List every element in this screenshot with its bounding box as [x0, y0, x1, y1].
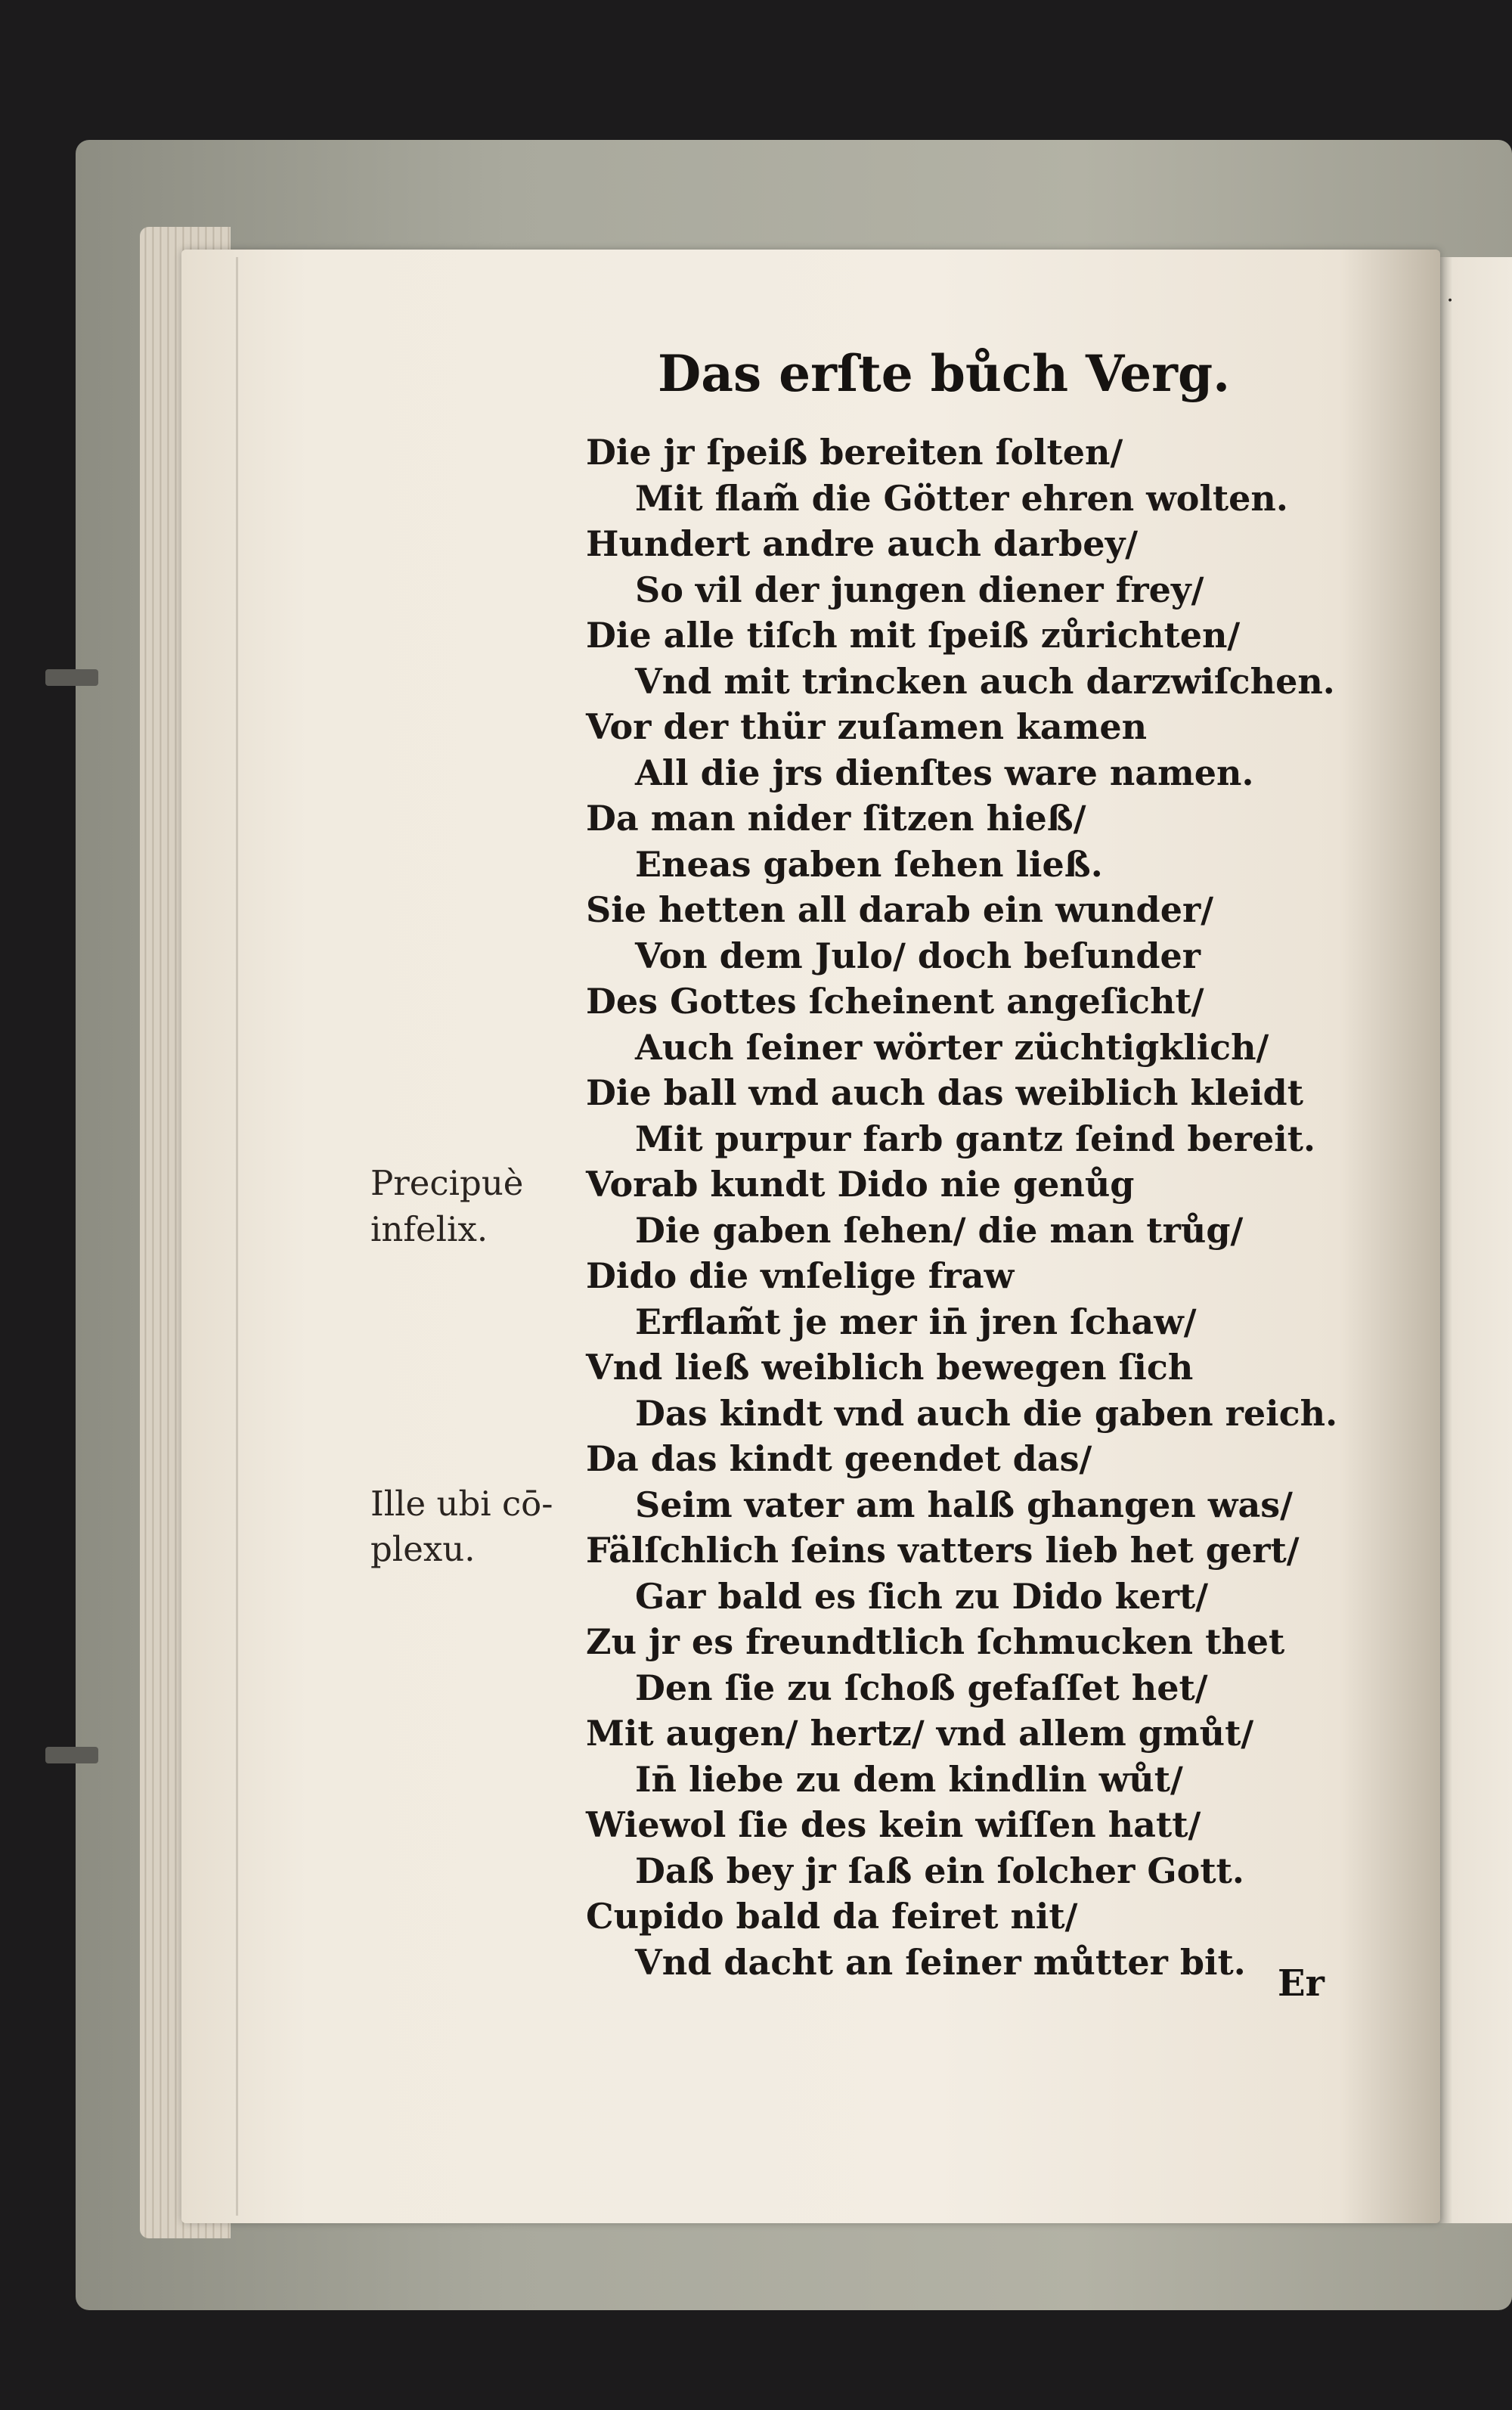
- verse-line: Erflam̃t je mer in̄ jren ſchaw/: [635, 1301, 1197, 1342]
- verse-line: Fälſchlich ſeins vatters lieb het gert/: [586, 1530, 1300, 1571]
- verse-line: Das kindt vnd auch die gaben reich.: [635, 1392, 1338, 1434]
- verse-line: Seim vater am halß ghangen was/: [635, 1484, 1293, 1525]
- verse-line: Mit augen/ hertz/ vnd allem gmůt/: [586, 1713, 1254, 1754]
- verse-line: Daß bey jr ſaß ein ſolcher Gott.: [635, 1850, 1244, 1891]
- verse-line: Cupido bald da feiret nit/: [586, 1896, 1078, 1937]
- marginal-note: Ille ubi cō-: [370, 1483, 553, 1524]
- verse-line: Sie hetten all darab ein wunder/: [586, 889, 1214, 930]
- verse-line: Gar bald es ſich zu Dido kert/: [635, 1575, 1209, 1617]
- running-title: Das erſte bůch Verg.: [658, 344, 1231, 403]
- verse-line: Vorab kundt Dido nie genůg: [586, 1164, 1135, 1205]
- verse-line: Die jr ſpeiß bereiten ſolten/: [586, 432, 1123, 473]
- verse-line: Mit flam̃ die Götter ehren wolten.: [635, 477, 1288, 519]
- verse-line: Des Gottes ſcheinent angeſicht/: [586, 981, 1204, 1022]
- cover-clasp-bottom: [45, 1747, 98, 1763]
- cover-clasp-top: [45, 669, 98, 686]
- verse-line: Mit purpur farb gantz ſeind bereit.: [635, 1118, 1315, 1159]
- verse-line: Eneas gaben ſehen ließ.: [635, 843, 1103, 885]
- verse-line: Vnd mit trincken auch darzwiſchen.: [635, 660, 1335, 702]
- verse-line: Vnd dacht an ſeiner můtter bit.: [635, 1941, 1246, 1983]
- marginal-note: infelix.: [370, 1208, 488, 1249]
- verse-line: Da das kindt geendet das/: [586, 1438, 1092, 1479]
- marginal-note: Precipuè: [370, 1163, 524, 1203]
- verse-line: All die jrs dienſtes ware namen.: [635, 752, 1254, 793]
- facing-page-fragment: ·: [1441, 287, 1459, 315]
- verse-line: Wiewol ſie des kein wiſſen hatt/: [586, 1804, 1201, 1845]
- marginal-note: plexu.: [370, 1529, 476, 1569]
- verse-line: Dido die vnſelige fraw: [586, 1255, 1015, 1296]
- verse-line: Vnd ließ weiblich bewegen ſich: [586, 1347, 1194, 1388]
- verse-line: Die ball vnd auch das weiblich kleidt: [586, 1072, 1303, 1113]
- verse-line: In̄ liebe zu dem kindlin wůt/: [635, 1758, 1183, 1800]
- verse-line: Vor der thür zuſamen kamen: [586, 706, 1148, 747]
- verse-line: Den ſie zu ſchoß gefaſſet het/: [635, 1667, 1208, 1708]
- verse-line: Von dem Julo/ doch beſunder: [635, 935, 1201, 976]
- verse-line: So vil der jungen diener frey/: [635, 569, 1204, 610]
- verse-line: Hundert andre auch darbey/: [586, 523, 1139, 564]
- verse-line: Die alle tiſch mit ſpeiß zůrichten/: [586, 615, 1241, 656]
- verse-line: Da man nider ſitzen hieß/: [586, 798, 1086, 839]
- gutter-shadow: [236, 257, 238, 2216]
- verse-line: Auch ſeiner wörter züchtigklich/: [635, 1026, 1269, 1068]
- verse-line: Zu jr es freundtlich ſchmucken thet: [586, 1621, 1285, 1662]
- verse-line: Die gaben ſehen/ die man trůg/: [635, 1209, 1244, 1251]
- facing-page-edge: [1433, 257, 1512, 2223]
- catchword: Er: [1278, 1962, 1325, 2005]
